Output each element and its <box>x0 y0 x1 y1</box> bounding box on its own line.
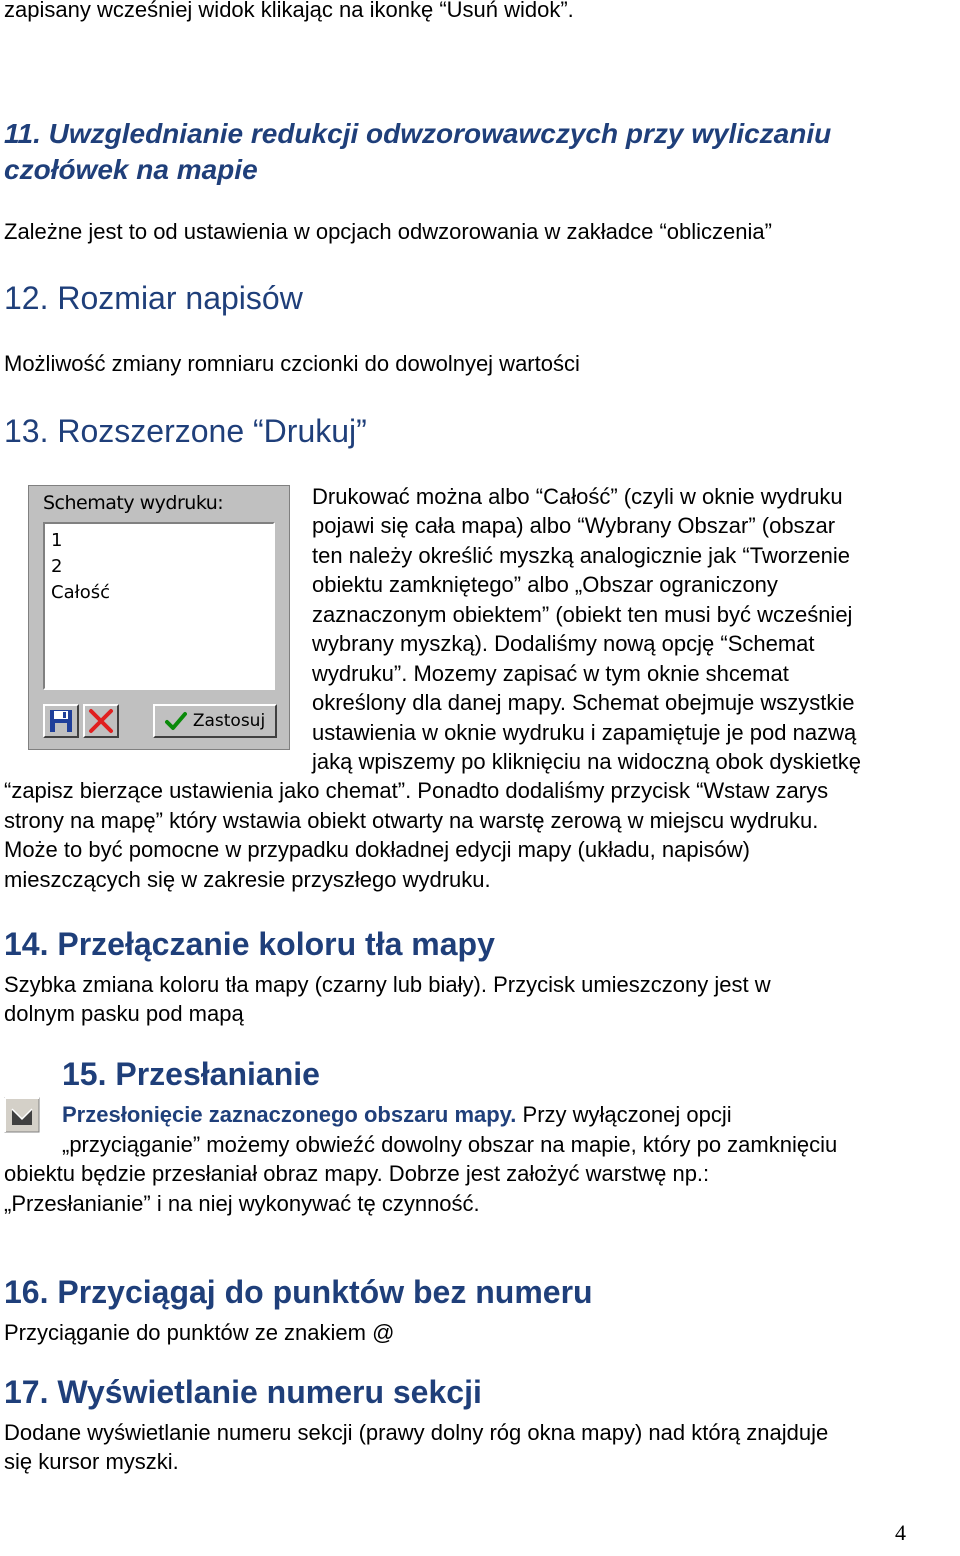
floppy-disk-icon <box>49 709 73 733</box>
paragraph-13-line: ustawienia w oknie wydruku i zapamiętuje je pod nazwą <box>312 720 857 745</box>
save-schema-button[interactable] <box>43 704 79 738</box>
paragraph-15-line: „przyciąganie” możemy obwieźć dowolny obszar na mapie, który po zamknięciu <box>62 1132 838 1157</box>
paragraph-17-line: się kursor myszki. <box>4 1449 179 1474</box>
paragraph-15-line: „Przesłanianie” i na niej wykonywać tę czynność. <box>4 1191 480 1216</box>
paragraph-13-line: jaką wpiszemy po kliknięciu na widoczną obok dyskietkę <box>312 749 862 774</box>
paragraph-15-line: obiektu będzie przesłaniał obraz mapy. Dobrze jest założyć warstwę np.: <box>4 1161 710 1186</box>
close-icon <box>88 708 114 734</box>
paragraph-16: Przyciąganie do punktów ze znakiem @ <box>4 1320 395 1345</box>
intro-line: zapisany wcześniej widok klikając na ikonkę “Usuń widok”. <box>4 0 574 22</box>
paragraph-13-line: ten należy określić myszką analogicznie jak “Tworzenie <box>312 543 851 568</box>
paragraph-13-line: wybrany myszką). Dodaliśmy nową opcję “Schemat <box>312 631 815 656</box>
paragraph-13-line: Drukować można albo “Całość” (czyli w oknie wydruku <box>312 484 843 509</box>
schema-list[interactable] <box>43 522 275 690</box>
apply-label: Zastosuj <box>192 711 266 731</box>
paragraph-13-line: strony na mapę” który wstawia obiekt otwarty na warstę zerową w miejscu wydruku. <box>4 808 819 833</box>
paragraph-13-line: mieszczących się w zakresie przyszłego wydruku. <box>4 867 491 892</box>
paragraph-14-line: dolnym pasku pod mapą <box>4 1001 244 1026</box>
heading-12: 12. Rozmiar napisów <box>4 280 303 316</box>
checkmark-icon <box>165 710 187 732</box>
heading-14: 14. Przełączanie koloru tła mapy <box>4 926 495 962</box>
heading-16: 16. Przyciągaj do punktów bez numeru <box>4 1274 593 1310</box>
paragraph-14-line: Szybka zmiana koloru tła mapy (czarny lub biały). Przycisk umieszczony jest w <box>4 972 771 997</box>
paragraph-13-line: pojawi się cała mapa) albo “Wybrany Obszar” (obszar <box>312 513 836 538</box>
heading-13: 13. Rozszerzone “Drukuj” <box>4 413 367 449</box>
panel-title: Schematy wydruku: <box>43 492 224 514</box>
paragraph-13-line: “zapisz bierzące ustawienia jako chemat”. Ponadto dodaliśmy przycisk “Wstaw zarys <box>4 778 829 803</box>
print-schema-panel <box>28 485 290 750</box>
heading-11-cont: czołówek na mapie <box>4 154 258 185</box>
paragraph-13-line: zaznaczonym obiektem” (obiekt ten musi być wcześniej <box>312 602 853 627</box>
heading-11: 11. Uwzglednianie redukcji odwzorowawczych przy wyliczaniu <box>4 118 832 149</box>
paragraph-13-line: obiektu zamkniętego” albo „Obszar ograniczony <box>312 572 778 597</box>
paragraph-13-line: Może to być pomocne w przypadku dokładnej edycji mapy (układu, napisów) <box>4 837 750 862</box>
paragraph-12: Możliwość zmiany romniaru czcionki do dowolnyej wartości <box>4 351 580 376</box>
paragraph-13-line: wydruku”. Mozemy zapisać w tym oknie shcemat <box>312 661 789 686</box>
paragraph-17-line: Dodane wyświetlanie numeru sekcji (prawy dolny róg okna mapy) nad którą znajduje <box>4 1420 829 1445</box>
heading-15: 15. Przesłanianie <box>62 1056 320 1092</box>
paragraph-11: Zależne jest to od ustawienia w opcjach odwzorowania w zakładce “obliczenia” <box>4 219 772 244</box>
paragraph-15-bold: Przesłonięcie zaznaczonego obszaru mapy. <box>62 1102 517 1127</box>
delete-schema-button[interactable] <box>83 704 119 738</box>
mask-tool-icon <box>4 1097 40 1133</box>
list-item[interactable]: 2 <box>51 556 63 577</box>
paragraph-13-line: określony dla danej mapy. Schemat obejmuje wszystkie <box>312 690 855 715</box>
heading-17: 17. Wyświetlanie numeru sekcji <box>4 1374 482 1410</box>
page-number: 4 <box>895 1520 906 1545</box>
paragraph-15-line-1 <box>62 1101 732 1129</box>
list-item[interactable]: 1 <box>51 530 63 551</box>
apply-button[interactable] <box>153 704 277 738</box>
list-item[interactable]: Całość <box>51 582 111 603</box>
paragraph-15-rest: Przy wyłączonej opcji <box>516 1102 732 1127</box>
